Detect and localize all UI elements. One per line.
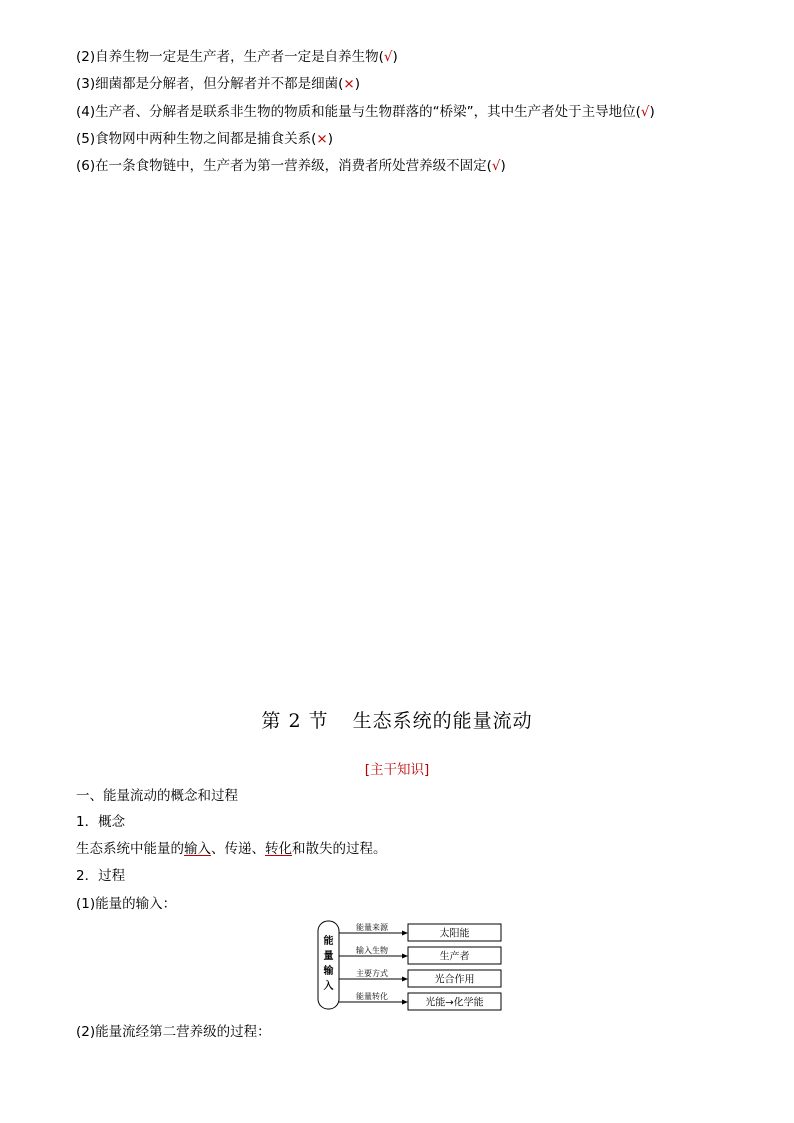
diagram-label: 能量来源 xyxy=(356,923,388,932)
close-paren: ) xyxy=(500,158,506,174)
check-mark: √ xyxy=(383,49,393,65)
concept-part: 、传递、 xyxy=(211,841,265,857)
sub-second-trophic-level: (2)能量流经第二营养级的过程： xyxy=(76,1024,271,1040)
statement-text: (3)细菌都是分解者，但分解者并不都是细菌( xyxy=(76,76,344,92)
statement-5 xyxy=(76,129,333,149)
diagram-value: 光合作用 xyxy=(434,974,475,986)
statement-text: (4)生产者、分解者是联系非生物的物质和能量与生物群落的“桥梁”，其中生产者处于主导地位( xyxy=(76,104,641,120)
answer-transform: 转化 xyxy=(265,841,292,857)
section-tag: [主干知识] xyxy=(364,762,430,778)
statement-text: (6)在一条食物链中，生产者为第一营养级，消费者所处营养级不固定( xyxy=(76,158,492,174)
arrow-head xyxy=(402,954,408,959)
check-mark: √ xyxy=(491,158,501,174)
close-paren: ) xyxy=(392,49,398,65)
item-concept: 1．概念 xyxy=(76,814,126,830)
diagram-root-char: 量 xyxy=(323,951,334,962)
statement-2 xyxy=(76,47,398,67)
heading-energy-flow: 一、能量流动的概念和过程 xyxy=(76,788,238,804)
diagram-label: 主要方式 xyxy=(356,969,388,978)
diagram-root-char: 输 xyxy=(323,966,334,977)
close-paren: ) xyxy=(649,104,655,120)
answer-input: 输入 xyxy=(184,841,211,857)
check-mark: √ xyxy=(640,104,650,120)
arrow-head xyxy=(402,931,408,936)
diagram-label: 能量转化 xyxy=(356,992,388,1001)
sub-energy-input: (1)能量的输入： xyxy=(76,896,177,912)
item-process: 2．过程 xyxy=(76,868,126,884)
diagram-label: 输入生物 xyxy=(356,946,388,955)
statement-6 xyxy=(76,156,506,176)
close-paren: ) xyxy=(327,131,333,147)
section-number: 第 2 节 xyxy=(261,710,329,732)
arrow-head xyxy=(402,1000,408,1005)
cross-mark: × xyxy=(343,76,355,92)
diagram-value: 太阳能 xyxy=(439,928,470,940)
concept-part: 和散失的过程。 xyxy=(292,841,387,857)
section-name: 生态系统的能量流动 xyxy=(352,710,533,732)
arrow-head xyxy=(402,977,408,982)
statement-text: (5)食物网中两种生物之间都是捕食关系( xyxy=(76,131,317,147)
close-paren: ) xyxy=(354,76,360,92)
concept-text xyxy=(76,839,387,859)
section-title xyxy=(0,706,794,733)
diagram-root-box xyxy=(318,921,339,1009)
statement-3 xyxy=(76,74,360,94)
cross-mark: × xyxy=(316,131,328,147)
diagram-root-char: 能 xyxy=(323,936,334,947)
statement-4 xyxy=(76,102,655,122)
statement-text: (2)自养生物一定是生产者，生产者一定是自养生物( xyxy=(76,49,384,65)
concept-part: 生态系统中能量的 xyxy=(76,841,184,857)
diagram-value: 光能→化学能 xyxy=(425,997,484,1009)
energy-input-diagram xyxy=(317,918,507,1012)
diagram-root-char: 入 xyxy=(323,981,334,992)
diagram-value: 生产者 xyxy=(439,951,470,963)
